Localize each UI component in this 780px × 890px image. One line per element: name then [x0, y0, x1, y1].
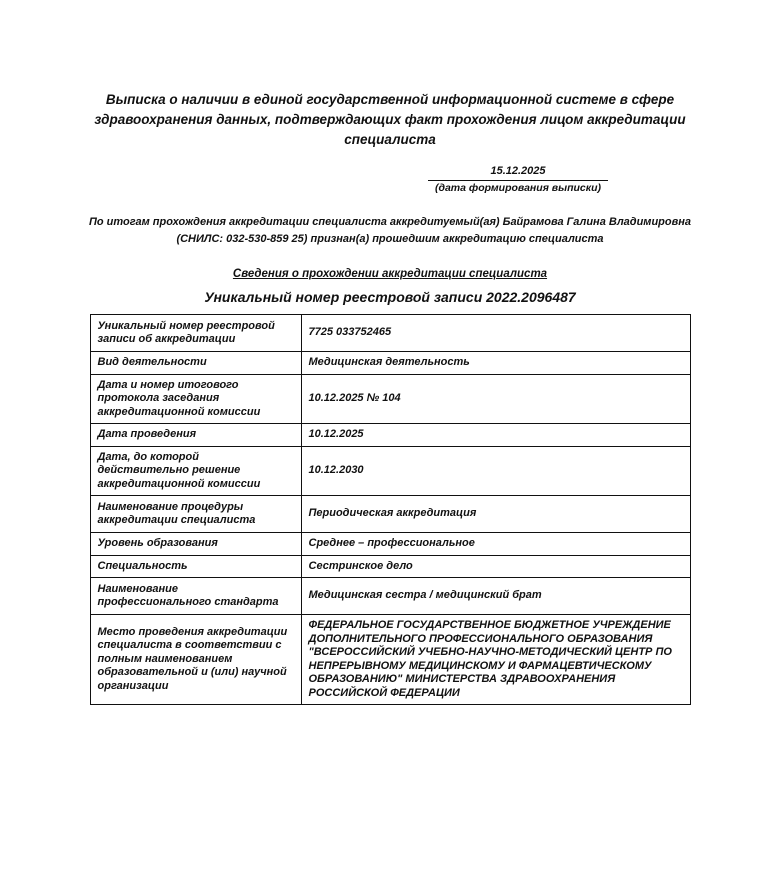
row-value: 7725 033752465 — [301, 315, 690, 352]
table-row — [90, 533, 690, 556]
table-row — [90, 446, 690, 496]
row-label: Уникальный номер реестровой записи об аккредитации — [90, 315, 301, 352]
extract-date-caption: (дата формирования выписки) — [434, 182, 602, 194]
table-row — [90, 424, 690, 447]
row-label: Дата проведения — [90, 424, 301, 447]
date-block — [428, 165, 608, 194]
row-label: Наименование процедуры аккредитации специалиста — [90, 496, 301, 533]
row-label: Уровень образования — [90, 533, 301, 556]
row-value: Среднее – профессиональное — [301, 533, 690, 556]
row-label: Место проведения аккредитации специалиста в соответствии с полным наименованием образовательной и (или) научной организации — [90, 615, 301, 705]
row-value: Сестринское дело — [301, 555, 690, 578]
section-title: Сведения о прохождении аккредитации специалиста — [232, 268, 548, 280]
accreditation-table — [90, 314, 691, 705]
document-title: Выписка о наличии в единой государственной информационной системе в сфере здравоохранения данных, подтверждающих факт прохождения лицом аккредитации специалиста — [94, 92, 686, 147]
row-value: 10.12.2030 — [301, 446, 690, 496]
row-label: Наименование профессионального стандарта — [90, 578, 301, 615]
table-row — [90, 352, 690, 375]
table-row — [90, 615, 690, 705]
table-row — [90, 555, 690, 578]
intro-paragraph: По итогам прохождения аккредитации специалиста аккредитуемый(ая) Байрамова Галина Владимировна (СНИЛС: 032-530-859 25) признан(а) прошедшим аккредитацию специалиста — [88, 216, 692, 245]
row-value: 10.12.2025 — [301, 424, 690, 447]
table-row — [90, 578, 690, 615]
row-value: Периодическая аккредитация — [301, 496, 690, 533]
registry-record-title: Уникальный номер реестровой записи 2022.2096487 — [204, 289, 576, 305]
row-label: Дата, до которой действительно решение аккредитационной комиссии — [90, 446, 301, 496]
row-value: Медицинская сестра / медицинский брат — [301, 578, 690, 615]
row-label: Дата и номер итогового протокола заседания аккредитационной комиссии — [90, 374, 301, 424]
table-row — [90, 315, 690, 352]
row-label: Специальность — [90, 555, 301, 578]
row-label: Вид деятельности — [90, 352, 301, 375]
row-value: 10.12.2025 № 104 — [301, 374, 690, 424]
table-row — [90, 496, 690, 533]
table-row — [90, 374, 690, 424]
row-value: Медицинская деятельность — [301, 352, 690, 375]
extract-date-value: 15.12.2025 — [428, 165, 608, 181]
row-value: ФЕДЕРАЛЬНОЕ ГОСУДАРСТВЕННОЕ БЮДЖЕТНОЕ УЧРЕЖДЕНИЕ ДОПОЛНИТЕЛЬНОГО ПРОФЕССИОНАЛЬНОГО ОБРАЗОВАНИЯ "ВСЕРОССИЙСКИЙ УЧЕБНО-НАУЧНО-МЕТОДИЧЕСКИЙ ЦЕНТР ПО НЕПРЕРЫВНОМУ МЕДИЦИНСКОМУ И ФАРМАЦЕВТИЧЕСКОМУ ОБРАЗОВАНИЮ" МИНИСТЕРСТВА ЗДРАВООХРАНЕНИЯ РОССИЙСКОЙ ФЕДЕРАЦИИ — [301, 615, 690, 705]
